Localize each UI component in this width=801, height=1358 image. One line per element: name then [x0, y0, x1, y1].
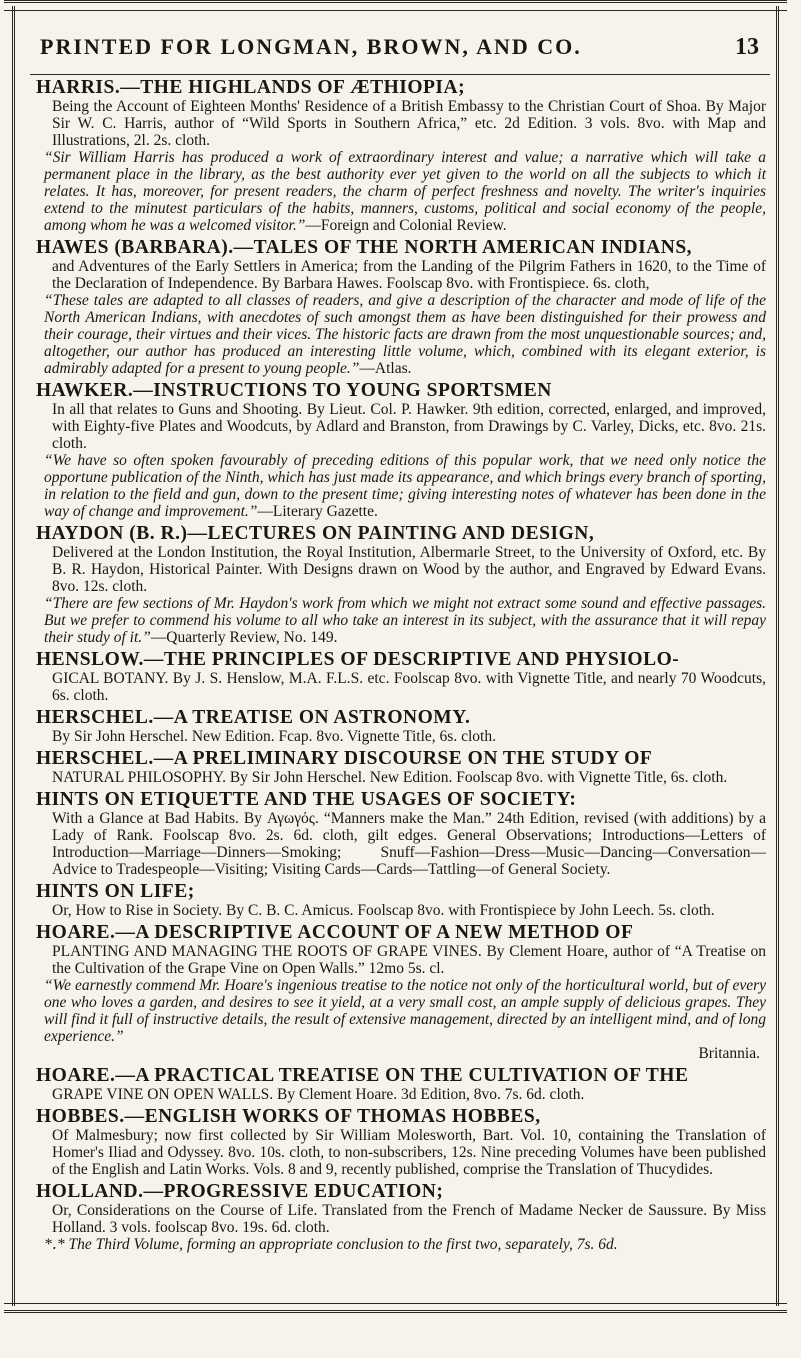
entry-description: and Adventures of the Early Settlers in America; from the Landing of the Pilgrim Fathers in 1620, to the Time of the Declaration of Independence. By Barbara Hawes. Foolscap 8vo. with Frontispiece. 6s. cloth,: [52, 258, 766, 292]
entry-description: Delivered at the London Institution, the Royal Institution, Albermarle Street, to the University of Oxford, etc. By B. R. Haydon, Historical Painter. With Designs drawn on Wood by the author, and Engraved by Edward Evans. 8vo. 12s. cloth.: [52, 544, 766, 595]
entry-title: HOARE.—A DESCRIPTIVE ACCOUNT OF A NEW METHOD OF: [36, 923, 634, 943]
entry-review: “We earnestly commend Mr. Hoare's ingenious treatise to the notice not only of the horticultural world, but of every one who loves a garden, and desires to see it yield, at a very small cost, an ample supply of delicious grapes. They will find it full of instructive details, the result of extensive management, directed by an intelligent mind, and of long experience.”: [44, 977, 766, 1045]
entry-description: Of Malmesbury; now first collected by Sir William Molesworth, Bart. Vol. 10, containing the Translation of Homer's Iliad and Odyssey. 8vo. 10s. cloth, to non-subscribers, 12s. Nine preceding Volumes have been published of the English and Latin Works. Vols. 8 and 9, recently published, comprise the Translation of Thucydides.: [52, 1127, 766, 1178]
review-source: —Atlas.: [359, 360, 412, 377]
review-source: —Literary Gazette.: [257, 503, 378, 520]
catalogue-entry: [36, 1066, 766, 1103]
page-border-bottom: [4, 1303, 787, 1313]
entry-description: PLANTING AND MANAGING THE ROOTS OF GRAPE VINES. By Clement Hoare, author of “A Treatise on the Cultivation of the Grape Vine on Open Walls.” 12mo 5s. cl.: [52, 943, 766, 977]
entry-title: HOBBES.—ENGLISH WORKS OF THOMAS HOBBES,: [36, 1107, 541, 1127]
entry-title: HERSCHEL.—A PRELIMINARY DISCOURSE ON THE STUDY OF: [36, 749, 653, 769]
catalogue-entry: [36, 790, 766, 878]
entry-title: HOARE.—A PRACTICAL TREATISE ON THE CULTIVATION OF THE: [36, 1066, 689, 1086]
entry-review: [36, 595, 766, 646]
page-number: 13: [735, 34, 759, 60]
catalogue-entry: [36, 1182, 766, 1253]
entry-title: HINTS ON LIFE;: [36, 882, 195, 902]
catalogue-entry: [36, 78, 766, 234]
entry-note: *․* The Third Volume, forming an appropriate conclusion to the first two, separately, 7s. 6d.: [44, 1236, 618, 1253]
entry-description: Or, How to Rise in Society. By C. B. C. Amicus. Foolscap 8vo. with Frontispiece by John Leech. 5s. cloth.: [52, 902, 715, 919]
entry-description: Being the Account of Eighteen Months' Residence of a British Embassy to the Christian Court of Shoa. By Major Sir W. C. Harris, author of “Wild Sports in Southern Africa,” etc. 2d Edition. 3 vols. 8vo. with Map and Illustrations, 2l. 2s. cloth.: [52, 98, 766, 149]
entry-review: [36, 452, 766, 520]
catalogue-entry: [36, 708, 766, 745]
review-quote: “We have so often spoken favourably of preceding editions of this popular work, that we need only notice the opportune publication of the Ninth, which has just made its appearance, and which brings every branch of sporting, in relation to the field and gun, down to the present time; giving interesting notes of whatever has been done in the way of change and improvement.”: [44, 452, 766, 520]
review-source: Britannia.: [698, 1045, 760, 1062]
catalogue-entry: [36, 650, 766, 704]
catalogue-entry: [36, 381, 766, 520]
entry-title: HENSLOW.—THE PRINCIPLES OF DESCRIPTIVE AND PHYSIOLO-: [36, 650, 680, 670]
page-border-top: [4, 0, 787, 11]
entry-description: GICAL BOTANY. By J. S. Henslow, M.A. F.L.S. etc. Foolscap 8vo. with Vignette Title, and nearly 70 Woodcuts, 6s. cloth.: [52, 670, 766, 704]
entry-title: HAYDON (B. R.)—LECTURES ON PAINTING AND DESIGN,: [36, 524, 595, 544]
catalogue-entry: [36, 882, 766, 919]
entry-title: HAWES (BARBARA).—TALES OF THE NORTH AMERICAN INDIANS,: [36, 238, 693, 258]
review-quote: “Sir William Harris has produced a work of extraordinary interest and value; a narrative which will take a permanent place in the library, as the best authority ever yet given to the world on all the subjects to which it relates. It has, moreover, for present readers, the charm of perfect freshness and novelty. The writer's inquiries extend to the minutest particulars of the habits, manners, customs, political and social economy of the people, among whom he was a welcomed visitor.”: [44, 149, 766, 234]
catalogue-entry: [36, 1107, 766, 1178]
review-source: —Quarterly Review, No. 149.: [150, 629, 338, 646]
running-title: PRINTED FOR LONGMAN, BROWN, AND CO.: [40, 34, 582, 59]
catalogue-entry: [36, 238, 766, 377]
entry-review: [36, 149, 766, 234]
entry-description: By Sir John Herschel. New Edition. Fcap. 8vo. Vignette Title, 6s. cloth.: [52, 728, 496, 745]
entry-title: HOLLAND.—PROGRESSIVE EDUCATION;: [36, 1182, 444, 1202]
catalogue-entry: [36, 923, 766, 1062]
page-border-left: [12, 6, 18, 1306]
entry-description: NATURAL PHILOSOPHY. By Sir John Herschel. New Edition. Foolscap 8vo. with Vignette Title, 6s. cloth.: [52, 769, 728, 786]
entry-description: With a Glance at Bad Habits. By Αγωγός. “Manners make the Man.” 24th Edition, revised (with additions) by a Lady of Rank. Foolscap 8vo. 2s. 6d. cloth, gilt edges. General Observations; Introductions—Letters of Introduction—Marriage—Dinners—Smoking; Snuff—Fashion—Dress—Music—Dancing—Conversation—Advice to Tradespeople—Visiting; Visiting Cards—Cards—Tattling—of General Society.: [52, 810, 766, 878]
header-rule: [30, 74, 770, 75]
entry-title: HAWKER.—INSTRUCTIONS TO YOUNG SPORTSMEN: [36, 381, 552, 401]
entry-title: HARRIS.—THE HIGHLANDS OF ÆTHIOPIA;: [36, 78, 466, 98]
catalogue-entries: [36, 78, 766, 1257]
entry-title: HINTS ON ETIQUETTE AND THE USAGES OF SOCIETY:: [36, 790, 577, 810]
review-quote: “These tales are adapted to all classes of readers, and give a description of the character and mode of life of the North American Indians, with anecdotes of such amongst them as have been distinguished for their prowess and their courage, their virtues and their vices. The historic facts are drawn from the most unquestionable sources; and, altogether, our author has produced an interesting little volume, which, combined with its elegant exterior, is admirably adapted for a present to young people.”: [44, 292, 766, 377]
catalogue-entry: [36, 524, 766, 646]
entry-title: HERSCHEL.—A TREATISE ON ASTRONOMY.: [36, 708, 471, 728]
entry-review: [36, 292, 766, 377]
entry-description: Or, Considerations on the Course of Life. Translated from the French of Madame Necker de Saussure. By Miss Holland. 3 vols. foolscap 8vo. 19s. 6d. cloth.: [52, 1202, 766, 1236]
review-source: —Foreign and Colonial Review.: [305, 217, 507, 234]
review-quote: “There are few sections of Mr. Haydon's work from which we might not extract some sound and effective passages. But we prefer to commend his volume to all who take an interest in its subject, with the assurance that it will repay their study of it.”: [44, 595, 766, 646]
page-border-right: [776, 6, 782, 1306]
entry-description: GRAPE VINE ON OPEN WALLS. By Clement Hoare. 3d Edition, 8vo. 7s. 6d. cloth.: [52, 1086, 585, 1103]
catalogue-entry: [36, 749, 766, 786]
entry-description: In all that relates to Guns and Shooting. By Lieut. Col. P. Hawker. 9th edition, corrected, enlarged, and improved, with Eighty-five Plates and Woodcuts, by Adlard and Branston, from Drawings by C. Varley, Dicks, etc. 8vo. 21s. cloth.: [52, 401, 766, 452]
